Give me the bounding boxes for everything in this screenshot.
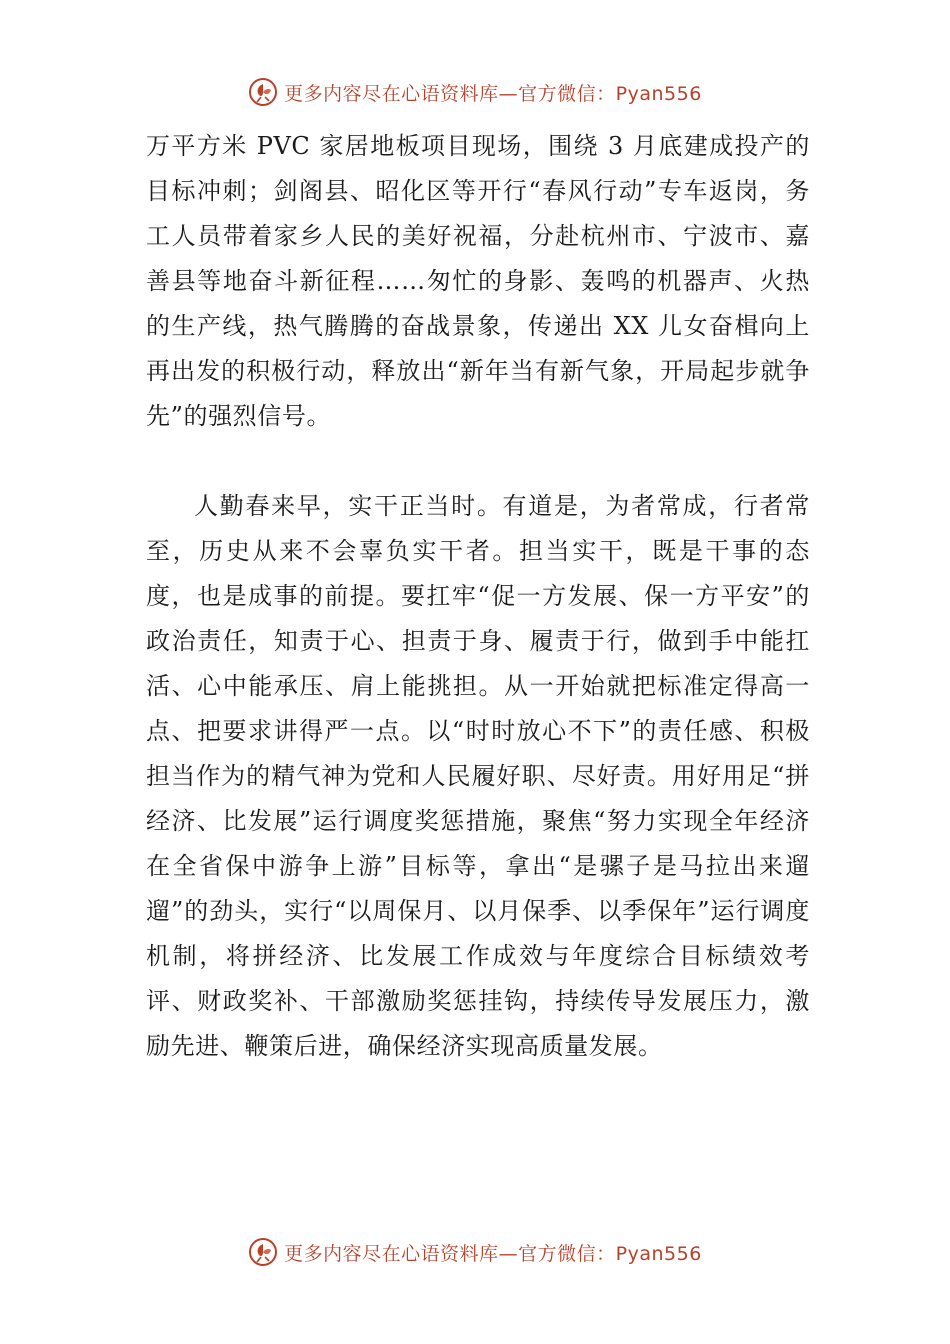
paragraph-1: 万平方米 PVC 家居地板项目现场，围绕 3 月底建成投产的目标冲刺；剑阁县、昭化区等开行“春风行动”专车返岗，务工人员带着家乡人民的美好祝福，分赴杭州市、宁波市、嘉善县等地奋斗新征程……匆忙的身影、轰鸣的机器声、火热的生产线，热气腾腾的奋战景象，传递出 XX 儿女奋楫向上再出发的积极行动，释放出“新年当有新气象，开局起步就争先”的强烈信号。 [146, 132, 810, 430]
footer-banner-text: 更多内容尽在心语资料库—官方微信：Pyan556 [284, 1242, 702, 1265]
butterfly-seal-icon [248, 77, 278, 107]
butterfly-seal-icon [248, 1237, 278, 1267]
document-body [146, 124, 810, 1069]
paragraph-2: 人勤春来早，实干正当时。有道是，为者常成，行者常至，历史从来不会辜负实干者。担当实干，既是干事的态度，也是成事的前提。要扛牢“促一方发展、保一方平安”的政治责任，知责于心、担责于身、履责于行，做到手中能扛活、心中能承压、肩上能挑担。从一开始就把标准定得高一点、把要求讲得严一点。以“时时放心不下”的责任感、积极担当作为的精气神为党和人民履好职、尽好责。用好用足“拼经济、比发展”运行调度奖惩措施，聚焦“努力实现全年经济在全省保中游争上游”目标等，拿出“是骡子是马拉出来遛遛”的劲头，实行“以周保月、以月保季、以季保年”运行调度机制，将拼经济、比发展工作成效与年度综合目标绩效考评、财政奖补、干部激励奖惩挂钩，持续传导发展压力，激励先进、鞭策后进，确保经济实现高质量发展。 [146, 492, 810, 1060]
footer-banner [0, 1230, 950, 1274]
header-banner-text: 更多内容尽在心语资料库—官方微信：Pyan556 [284, 82, 702, 105]
header-banner [0, 70, 950, 114]
